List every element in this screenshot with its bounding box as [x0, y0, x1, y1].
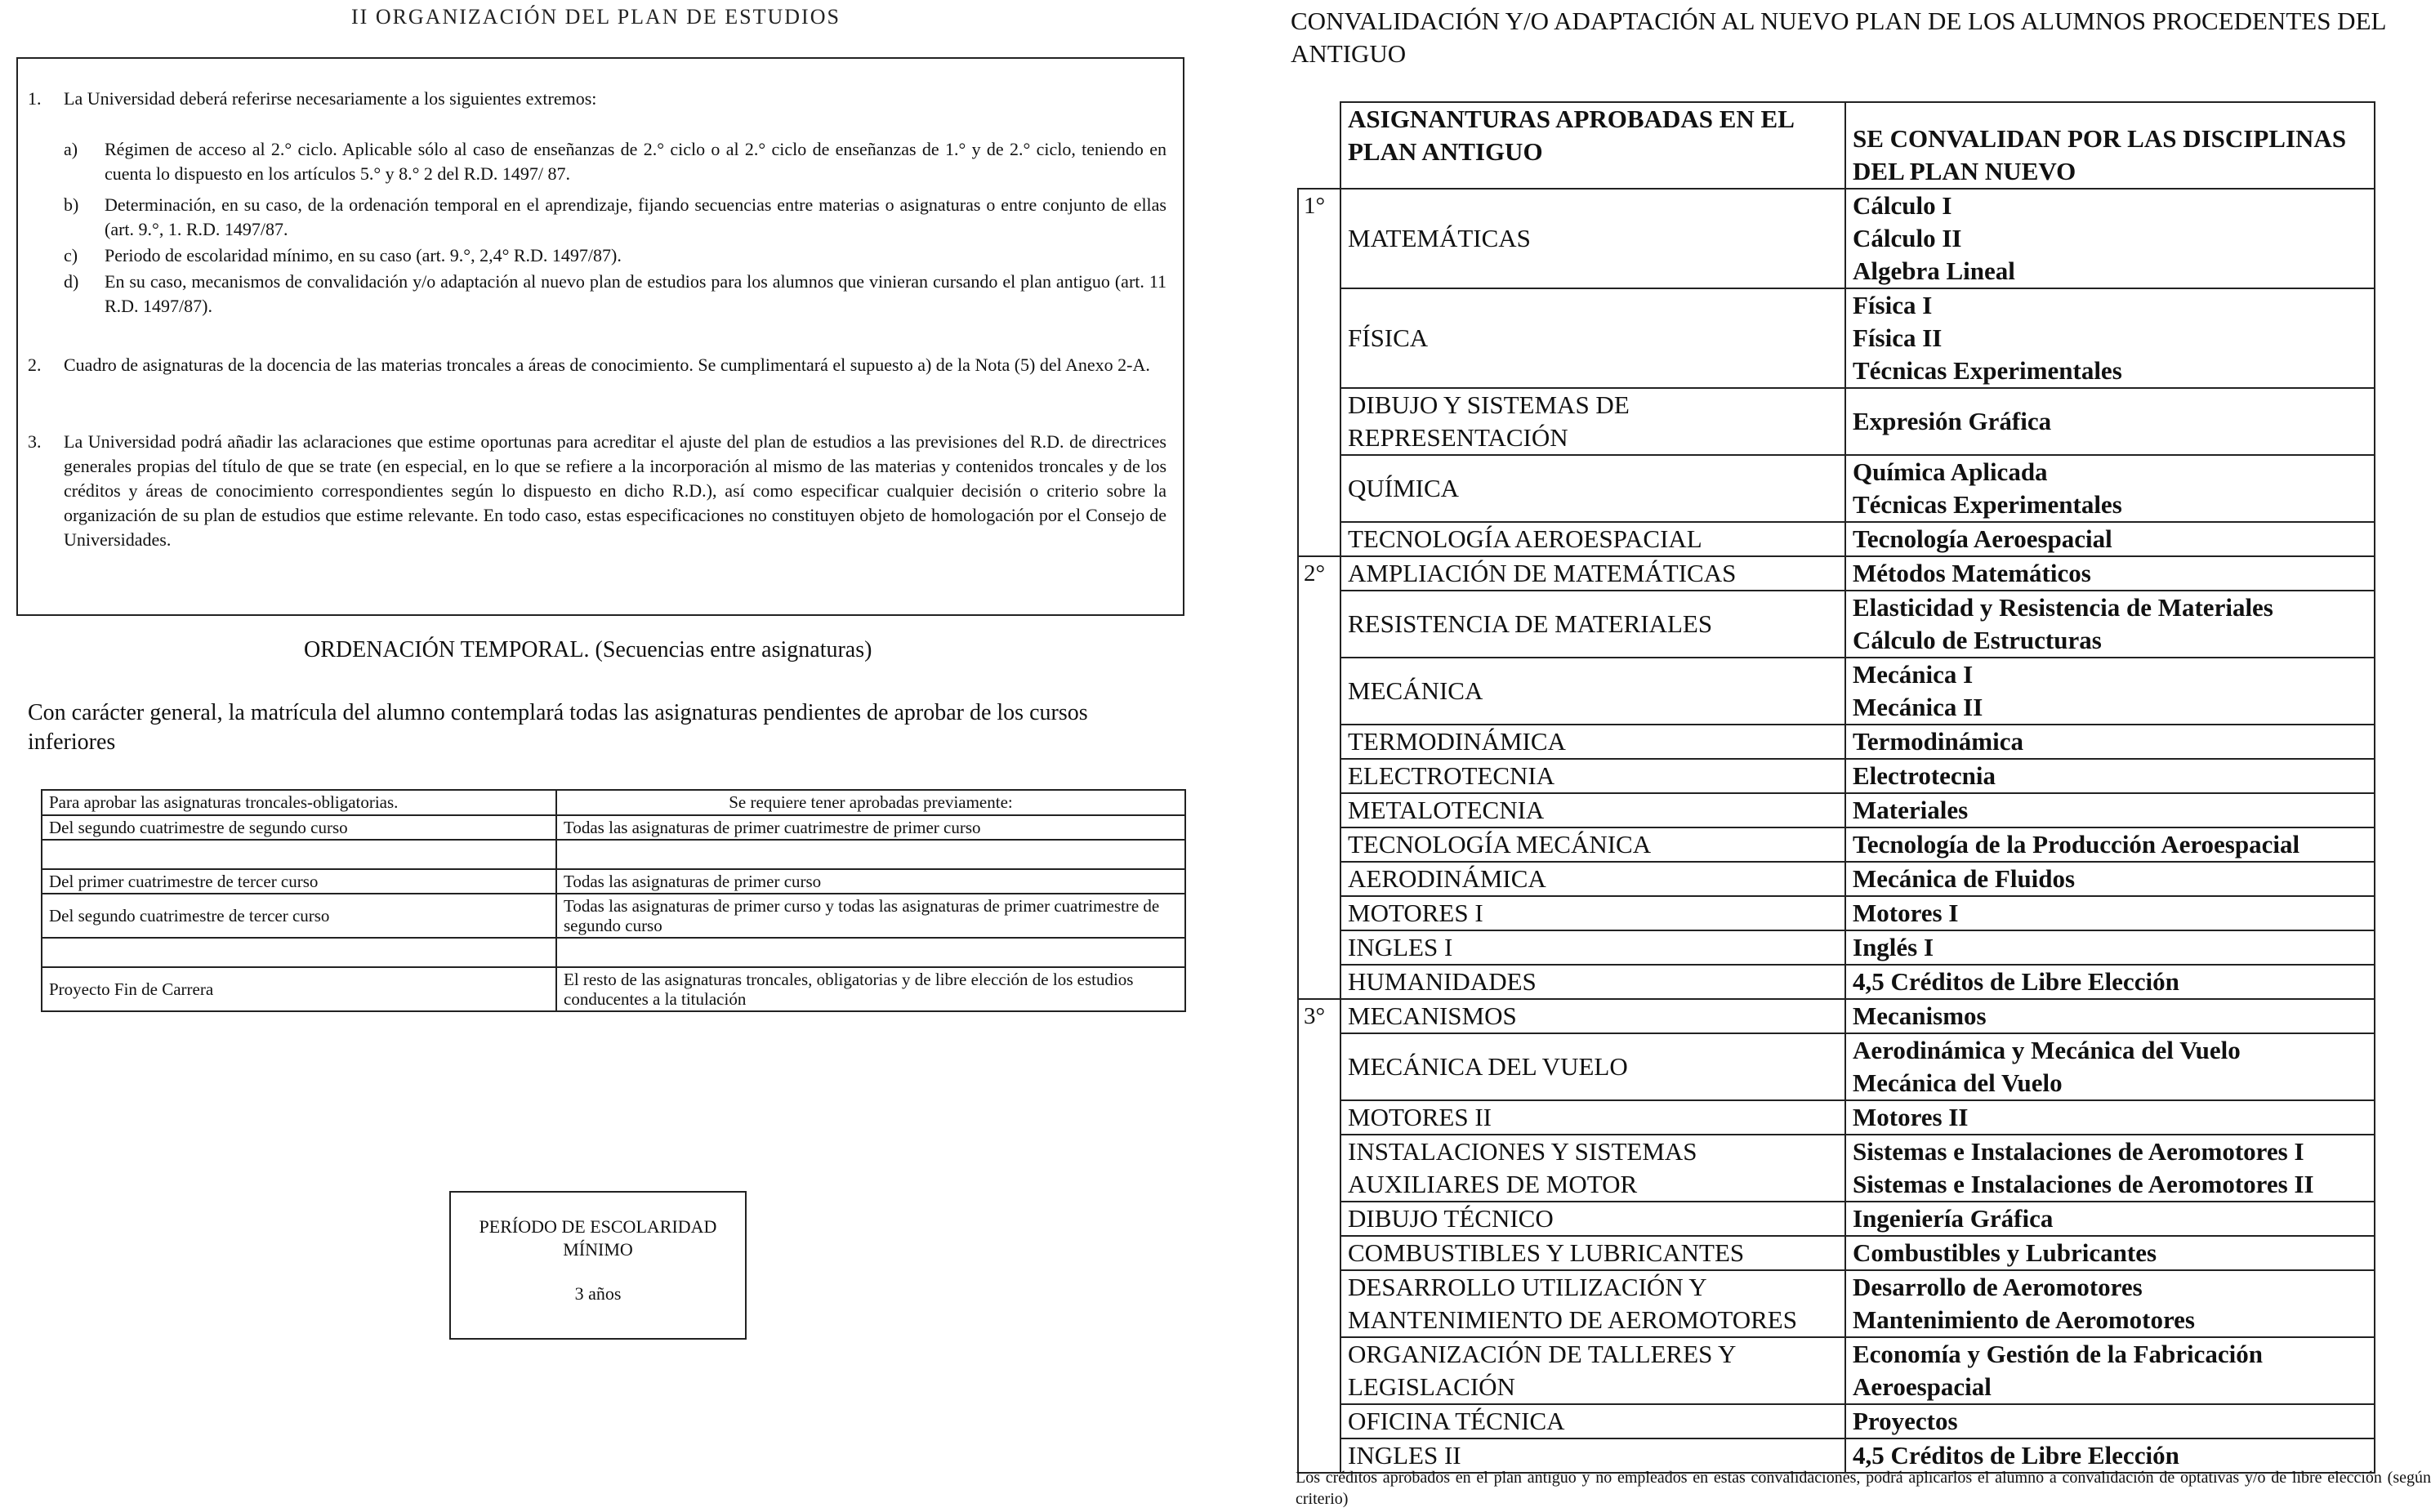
note-1b	[64, 193, 1166, 242]
sequence-cell-subject	[42, 840, 556, 869]
course-cell	[1298, 930, 1340, 965]
new-subjects-cell	[1845, 1135, 2375, 1202]
new-subject-item: Expresión Gráfica	[1853, 407, 2052, 435]
new-subject-item: Motores II	[1853, 1103, 1969, 1131]
new-subject-item: Materiales	[1853, 796, 1969, 824]
course-cell	[1298, 759, 1340, 793]
course-cell: 2°	[1298, 556, 1340, 591]
new-subjects-cell	[1845, 522, 2375, 556]
old-subject-cell: ELECTROTECNIA	[1340, 759, 1845, 793]
course-cell	[1298, 288, 1340, 388]
table-row	[1298, 1236, 2375, 1270]
old-subject-cell: RESISTENCIA DE MATERIALES	[1340, 591, 1845, 658]
course-cell	[1298, 1236, 1340, 1270]
old-subject-cell: DIBUJO TÉCNICO	[1340, 1202, 1845, 1236]
old-subject-cell: MECANISMOS	[1340, 999, 1845, 1033]
new-subjects-cell	[1845, 1033, 2375, 1100]
period-label-line1: PERÍODO DE ESCOLARIDAD	[479, 1216, 717, 1237]
new-subject-item: Aerodinámica y Mecánica del Vuelo	[1853, 1036, 2241, 1064]
old-subject-cell: DIBUJO Y SISTEMAS DE REPRESENTACIÓN	[1340, 388, 1845, 455]
period-value: 3 años	[574, 1283, 622, 1304]
old-subject-cell: INGLES II	[1340, 1438, 1845, 1473]
sequence-cell-subject: Proyecto Fin de Carrera	[42, 967, 556, 1011]
note-1d-text: En su caso, mecanismos de convalidación y/o adaptación al nuevo plan de estudios para los alumnos que vinieran cursando el plan antiguo (art. 11 R.D. 1497/87).	[105, 271, 1166, 316]
table-row	[1298, 827, 2375, 862]
new-subjects-cell	[1845, 930, 2375, 965]
course-cell	[1298, 896, 1340, 930]
note-1c	[64, 243, 1166, 268]
course-cell: 3°	[1298, 999, 1340, 1033]
new-subject-item: Técnicas Experimentales	[1853, 356, 2122, 385]
new-subject-item: Ingeniería Gráfica	[1853, 1204, 2054, 1233]
new-subject-item: Cálculo I	[1853, 191, 1952, 220]
course-cell	[1298, 658, 1340, 725]
old-plan-header: ASIGNANTURAS APROBADAS EN EL PLAN ANTIGUO	[1340, 102, 1845, 189]
new-subject-item: Economía y Gestión de la Fabricación	[1853, 1340, 2264, 1368]
minimum-period-box	[449, 1191, 747, 1340]
sequence-cell-prereq: Todas las asignaturas de primer cuatrimestre de primer curso	[556, 815, 1185, 840]
table-row	[1298, 189, 2375, 288]
new-subjects-cell	[1845, 388, 2375, 455]
new-subject-item: Inglés I	[1853, 933, 1934, 961]
old-subject-cell: INGLES I	[1340, 930, 1845, 965]
course-cell	[1298, 1270, 1340, 1337]
course-cell	[1298, 1033, 1340, 1100]
old-subject-cell: TECNOLOGÍA AEROESPACIAL	[1340, 522, 1845, 556]
left-page-title: II ORGANIZACIÓN DEL PLAN DE ESTUDIOS	[351, 5, 841, 29]
new-subject-item: 4,5 Créditos de Libre Elección	[1853, 967, 2179, 996]
new-subject-item: Proyectos	[1853, 1407, 1958, 1435]
table-row	[1298, 1033, 2375, 1100]
table-row	[1298, 1270, 2375, 1337]
sequence-cell-prereq	[556, 840, 1185, 869]
course-cell	[1298, 725, 1340, 759]
new-subjects-cell	[1845, 999, 2375, 1033]
course-cell	[1298, 388, 1340, 455]
table-row	[1298, 455, 2375, 522]
note-1	[28, 87, 1166, 111]
new-subject-item: Técnicas Experimentales	[1853, 490, 2122, 519]
table-row	[1298, 896, 2375, 930]
old-subject-cell: QUÍMICA	[1340, 455, 1845, 522]
new-subjects-cell	[1845, 288, 2375, 388]
table-row	[42, 938, 1185, 967]
note-1d	[64, 270, 1166, 319]
old-subject-cell: TECNOLOGÍA MECÁNICA	[1340, 827, 1845, 862]
new-subjects-cell	[1845, 827, 2375, 862]
sequence-cell-subject: Del segundo cuatrimestre de tercer curso	[42, 894, 556, 938]
new-subjects-cell	[1845, 862, 2375, 896]
old-subject-cell: MATEMÁTICAS	[1340, 189, 1845, 288]
new-subject-item: Desarrollo de Aeromotores	[1853, 1273, 2143, 1301]
table-row	[42, 815, 1185, 840]
course-cell	[1298, 1135, 1340, 1202]
table-row	[1298, 793, 2375, 827]
table-row	[1298, 759, 2375, 793]
new-subject-item: Química Aplicada	[1853, 457, 2048, 486]
new-subjects-cell	[1845, 1236, 2375, 1270]
sequence-header-prereq: Se requiere tener aprobadas previamente:	[556, 790, 1185, 815]
old-subject-cell: HUMANIDADES	[1340, 965, 1845, 999]
note-1d-label: d)	[64, 271, 79, 292]
note-1b-label: b)	[64, 194, 79, 215]
new-subject-item: Mecánica I	[1853, 660, 1974, 689]
old-subject-cell: MECÁNICA DEL VUELO	[1340, 1033, 1845, 1100]
new-subject-item: Mecánica de Fluidos	[1853, 864, 2076, 893]
new-subject-item: Física II	[1853, 323, 1943, 352]
old-subject-cell: MOTORES II	[1340, 1100, 1845, 1135]
sequence-header-subjects: Para aprobar las asignaturas troncales-obligatorias.	[42, 790, 556, 815]
new-subjects-cell	[1845, 1404, 2375, 1438]
sequence-cell-prereq	[556, 938, 1185, 967]
course-cell	[1298, 1100, 1340, 1135]
table-row	[1298, 388, 2375, 455]
new-subject-item: Sistemas e Instalaciones de Aeromotores II	[1853, 1170, 2314, 1198]
note-3	[28, 430, 1166, 552]
new-subjects-cell	[1845, 896, 2375, 930]
new-subject-item: Física I	[1853, 291, 1933, 319]
new-subjects-cell	[1845, 1270, 2375, 1337]
note-1a-text: Régimen de acceso al 2.° ciclo. Aplicable sólo al caso de enseñanzas de 2.° ciclo o al 2.° ciclo de enseñanzas de 1.° y de 2.° ciclo, teniendo en cuenta lo dispuesto en los artículos 5.° y 8.° 2 del R.D. 1497/ 87.	[105, 139, 1166, 184]
table-row	[1298, 1404, 2375, 1438]
table-row	[42, 967, 1185, 1011]
convalidation-header	[1298, 102, 2375, 189]
note-2	[28, 353, 1166, 377]
course-cell	[1298, 522, 1340, 556]
new-subject-item: Métodos Matemáticos	[1853, 559, 2091, 587]
new-subject-item: 4,5 Créditos de Libre Elección	[1853, 1441, 2179, 1470]
new-subject-item: Aeroespacial	[1853, 1372, 1992, 1401]
old-subject-cell: TERMODINÁMICA	[1340, 725, 1845, 759]
ordenacion-heading: ORDENACIÓN TEMPORAL. (Secuencias entre asignaturas)	[304, 637, 872, 662]
old-subject-cell: COMBUSTIBLES Y LUBRICANTES	[1340, 1236, 1845, 1270]
new-subject-item: Tecnología Aeroespacial	[1853, 524, 2112, 553]
new-subjects-cell	[1845, 658, 2375, 725]
period-label-line2: MÍNIMO	[563, 1239, 633, 1260]
table-row	[1298, 725, 2375, 759]
note-1c-label: c)	[64, 245, 78, 265]
course-header	[1298, 102, 1340, 189]
table-row	[1298, 862, 2375, 896]
old-subject-cell: METALOTECNIA	[1340, 793, 1845, 827]
new-subject-item: Mecánica II	[1853, 693, 1983, 721]
table-row	[1298, 999, 2375, 1033]
new-subjects-cell	[1845, 189, 2375, 288]
note-1a	[64, 137, 1166, 186]
table-row	[1298, 1100, 2375, 1135]
old-subject-cell: AMPLIACIÓN DE MATEMÁTICAS	[1340, 556, 1845, 591]
course-cell	[1298, 827, 1340, 862]
new-subject-item: Tecnología de la Producción Aeroespacial	[1853, 830, 2300, 859]
note-3-text: La Universidad podrá añadir las aclaraciones que estime oportunas para acreditar el ajuste del plan de estudios a las previsiones del R.D. de directrices generales propias del título de que se trate (en especial, en lo que se refiere a la incorporación al mismo de las materias y contenidos troncales y de los créditos y áreas de conocimiento correspondientes según lo dispuesto en dicho R.D.), así como especificar cualquier decisión o criterio sobre la organización de su plan de estudios que estime relevante. En todo caso, estas especificaciones no constituyen objeto de homologación por el Consejo de Universidades.	[64, 431, 1166, 550]
new-subject-item: Electrotecnia	[1853, 761, 1996, 790]
old-subject-cell: MOTORES I	[1340, 896, 1845, 930]
new-subject-item: Mecanismos	[1853, 1001, 1987, 1030]
footnote: Los créditos aprobados en el plan antiguo y no empleados en estas convalidaciones, podrá aplicarlos el alumno a convalidación de optativas y/o de libre elección (según criterio)	[1296, 1469, 2431, 1508]
table-row	[42, 894, 1185, 938]
new-subjects-cell	[1845, 759, 2375, 793]
note-1b-text: Determinación, en su caso, de la ordenación temporal en el aprendizaje, fijando secuencias entre materias o asignaturas o entre conjunto de ellas (art. 9.°, 1. R.D. 1497/87.	[105, 194, 1166, 239]
new-subject-item: Mecánica del Vuelo	[1853, 1068, 2063, 1097]
new-subject-item: Cálculo de Estructuras	[1853, 626, 2102, 654]
new-subjects-cell	[1845, 556, 2375, 591]
new-subject-item: Mantenimiento de Aeromotores	[1853, 1305, 2195, 1334]
new-subject-item: Termodinámica	[1853, 727, 2023, 756]
old-subject-cell: FÍSICA	[1340, 288, 1845, 388]
old-subject-cell: ORGANIZACIÓN DE TALLERES Y LEGISLACIÓN	[1340, 1337, 1845, 1404]
new-subjects-cell	[1845, 725, 2375, 759]
old-subject-cell: INSTALACIONES Y SISTEMAS AUXILIARES DE MOTOR	[1340, 1135, 1845, 1202]
course-cell	[1298, 793, 1340, 827]
sequence-cell-prereq: El resto de las asignaturas troncales, obligatorias y de libre elección de los estudios conducentes a la titulación	[556, 967, 1185, 1011]
new-subject-item: Motores I	[1853, 899, 1959, 927]
convalidation-body	[1298, 189, 2375, 1473]
new-subjects-cell	[1845, 1337, 2375, 1404]
new-subject-item: Combustibles y Lubricantes	[1853, 1238, 2157, 1267]
old-subject-cell: DESARROLLO UTILIZACIÓN Y MANTENIMIENTO DE AEROMOTORES	[1340, 1270, 1845, 1337]
note-1-text: La Universidad deberá referirse necesariamente a los siguientes extremos:	[64, 88, 597, 109]
note-1c-text: Periodo de escolaridad mínimo, en su caso (art. 9.°, 2,4° R.D. 1497/87).	[105, 245, 622, 265]
table-row	[1298, 522, 2375, 556]
table-row	[1298, 1202, 2375, 1236]
course-cell	[1298, 1404, 1340, 1438]
old-subject-cell: MECÁNICA	[1340, 658, 1845, 725]
new-subject-item: Sistemas e Instalaciones de Aeromotores I	[1853, 1137, 2304, 1166]
sequence-table	[41, 789, 1186, 1012]
course-cell: 1°	[1298, 189, 1340, 288]
table-row	[1298, 930, 2375, 965]
table-row	[1298, 591, 2375, 658]
sequence-cell-prereq: Todas las asignaturas de primer curso y todas las asignaturas de primer cuatrimestre de segundo curso	[556, 894, 1185, 938]
note-2-text: Cuadro de asignaturas de la docencia de las materias troncales a áreas de conocimiento. Se cumplimentará el supuesto a) de la Nota (5) del Anexo 2-A.	[64, 355, 1150, 375]
table-row	[42, 840, 1185, 869]
new-subject-item: Cálculo II	[1853, 224, 1962, 252]
sequence-table-header	[42, 790, 1185, 815]
table-row	[1298, 1135, 2375, 1202]
old-subject-cell: OFICINA TÉCNICA	[1340, 1404, 1845, 1438]
sequence-cell-subject: Del primer cuatrimestre de tercer curso	[42, 869, 556, 894]
course-cell	[1298, 591, 1340, 658]
new-subject-item: Algebra Lineal	[1853, 256, 2015, 285]
new-subjects-cell	[1845, 793, 2375, 827]
new-plan-header: SE CONVALIDAN POR LAS DISCIPLINAS DEL PLAN NUEVO	[1845, 102, 2375, 189]
matricula-intro: Con carácter general, la matrícula del alumno contemplará todas las asignaturas pendientes de aprobar de los cursos inferiores	[28, 700, 1088, 755]
notes-box	[16, 57, 1184, 616]
old-subject-cell: AERODINÁMICA	[1340, 862, 1845, 896]
table-row	[1298, 965, 2375, 999]
course-cell	[1298, 1202, 1340, 1236]
convalidation-table	[1297, 101, 2375, 1474]
note-3-number: 3.	[28, 431, 42, 452]
course-cell	[1298, 455, 1340, 522]
new-subjects-cell	[1845, 1202, 2375, 1236]
new-subjects-cell	[1845, 455, 2375, 522]
table-row	[1298, 288, 2375, 388]
table-row	[1298, 1337, 2375, 1404]
right-page-title: CONVALIDACIÓN Y/O ADAPTACIÓN AL NUEVO PLAN DE LOS ALUMNOS PROCEDENTES DEL ANTIGUO	[1291, 7, 2386, 68]
sequence-cell-subject	[42, 938, 556, 967]
note-1-number: 1.	[28, 88, 42, 109]
course-cell	[1298, 965, 1340, 999]
new-subjects-cell	[1845, 591, 2375, 658]
table-row	[1298, 556, 2375, 591]
new-subjects-cell	[1845, 965, 2375, 999]
new-subject-item: Elasticidad y Resistencia de Materiales	[1853, 593, 2273, 622]
table-row	[1298, 658, 2375, 725]
note-1a-label: a)	[64, 139, 78, 159]
new-subjects-cell	[1845, 1100, 2375, 1135]
course-cell	[1298, 1337, 1340, 1404]
course-cell	[1298, 862, 1340, 896]
sequence-cell-prereq: Todas las asignaturas de primer curso	[556, 869, 1185, 894]
note-2-number: 2.	[28, 355, 42, 375]
table-row	[42, 869, 1185, 894]
sequence-cell-subject: Del segundo cuatrimestre de segundo curso	[42, 815, 556, 840]
